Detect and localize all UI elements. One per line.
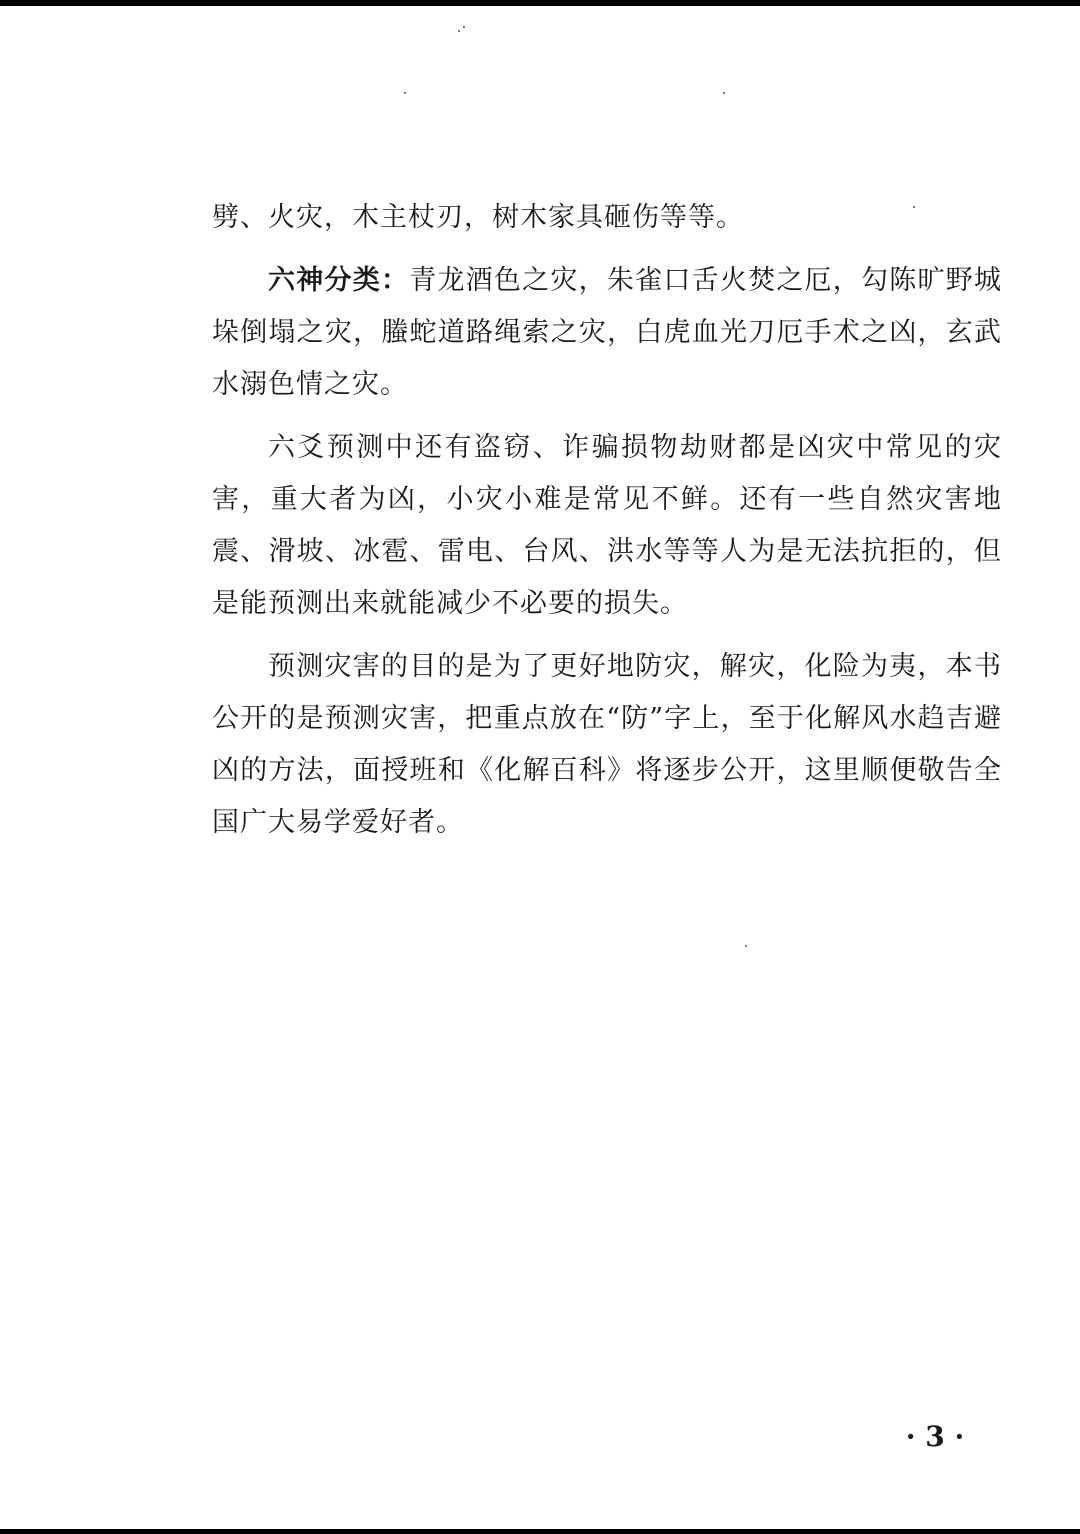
section-label: 六神分类：: [268, 265, 410, 296]
scan-speck: [745, 945, 747, 947]
scan-speck: [463, 26, 465, 28]
paragraph-3: 六爻预测中还有盗窃、诈骗损物劫财都是凶灾中常见的灾害，重大者为凶，小灾小难是常见不鲜。还有一些自然灾害地震、滑坡、冰雹、雷电、台风、洪水等等人为是无法抗拒的，但是能预测出来就能减少不必要的损失。: [212, 432, 1002, 619]
paragraph-text: 青龙酒色之灾，朱雀口舌火焚之厄，勾陈旷野城垛倒塌之灾，螣蛇道路绳索之灾，白虎血光刀厄手术之凶，玄武水溺色情之灾。: [212, 265, 1003, 400]
document-body: [212, 192, 1002, 860]
paragraph-1: 劈、火灾，木主杖刃，树木家具砸伤等等。: [212, 202, 744, 233]
paragraph-liushen: [212, 255, 1002, 411]
scan-speck: [723, 92, 725, 94]
bottom-scan-border: [0, 1529, 1080, 1534]
scan-speck: [404, 92, 406, 94]
top-scan-border: [0, 0, 1080, 6]
paragraph-4: 预测灾害的目的是为了更好地防灾，解灾，化险为夷，本书公开的是预测灾害，把重点放在“防”字上，至于化解风水趋吉避凶的方法，面授班和《化解百科》将逐步公开，这里顺便敬告全国广大易学爱好者。: [212, 651, 1002, 838]
page-number: · 3 ·: [905, 1420, 965, 1453]
scan-speck: [458, 30, 460, 32]
